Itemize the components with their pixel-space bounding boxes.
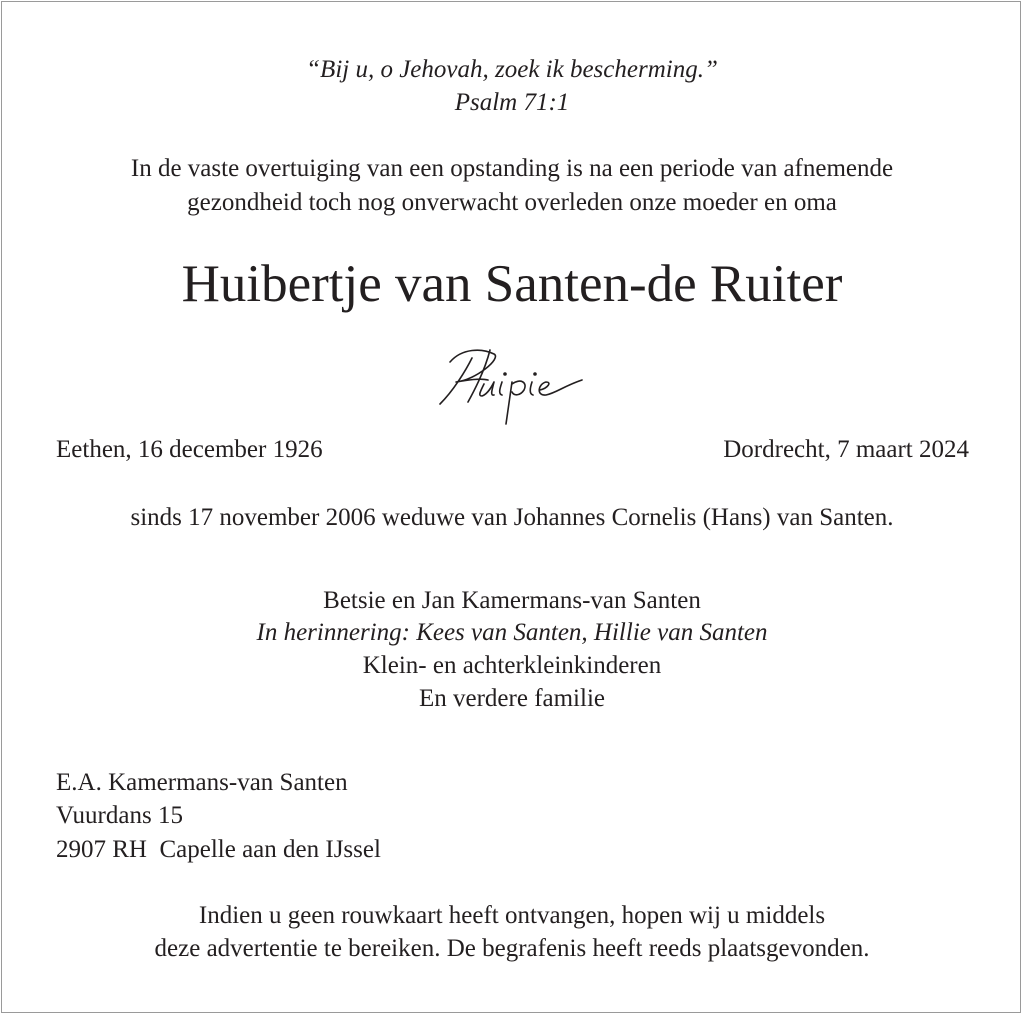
deceased-name: Huibertje van Santen-de Ruiter [181, 255, 843, 313]
address-name: E.A. Kamermans-van Santen [56, 769, 348, 796]
family-line-3: Klein- en achterkleinkinderen [362, 652, 662, 679]
closing-line-2: deze advertentie te bereiken. De begrafenis heeft reeds plaatsgevonden. [154, 935, 870, 962]
intro-line-2: gezondheid toch nog onverwacht overleden onze moeder en oma [187, 189, 837, 216]
family-line-4: En verdere familie [418, 685, 605, 712]
intro-line-1: In de vaste overtuiging van een opstanding is na een periode van afnemende [130, 155, 894, 182]
address-city: 2907 RH Capelle aan den IJssel [56, 836, 381, 863]
birth-place-date: Eethen, 16 december 1926 [56, 436, 323, 463]
address-street: Vuurdans 15 [56, 802, 183, 829]
widow-line: sinds 17 november 2006 weduwe van Johannes Cornelis (Hans) van Santen. [130, 504, 894, 531]
family-in-memoriam: In herinnering: Kees van Santen, Hillie van Santen [256, 619, 768, 646]
verse-reference: Psalm 71:1 [454, 89, 570, 116]
nickname-signature [432, 340, 602, 430]
family-line-1: Betsie en Jan Kamermans-van Santen [323, 587, 701, 614]
verse-quote: “Bij u, o Jehovah, zoek ik bescherming.” [306, 56, 718, 83]
death-place-date: Dordrecht, 7 maart 2024 [723, 436, 969, 463]
closing-line-1: Indien u geen rouwkaart heeft ontvangen, hopen wij u middels [198, 902, 826, 929]
